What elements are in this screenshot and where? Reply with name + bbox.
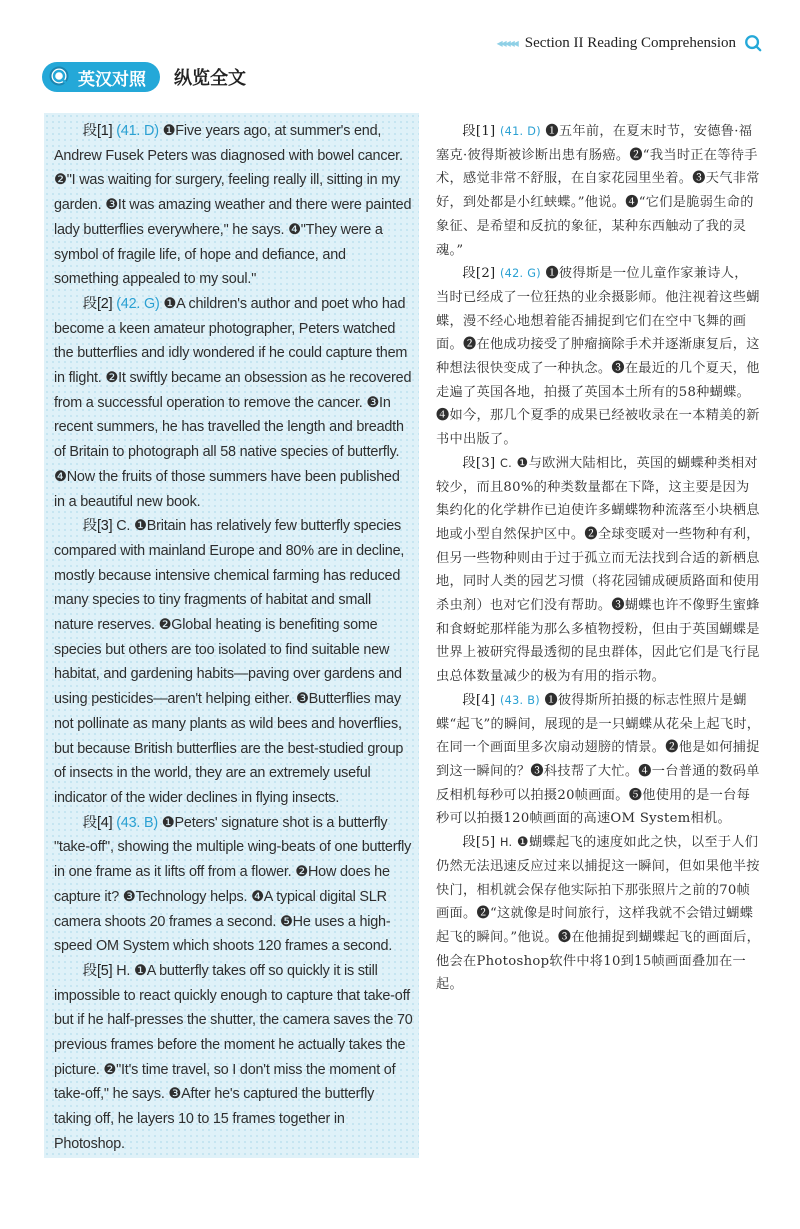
chinese-paragraph-1 xyxy=(436,120,761,262)
tag-subtitle: 纵览全文 xyxy=(174,68,246,88)
paragraph-label: 段[2] xyxy=(82,295,113,312)
magnifier-icon xyxy=(744,34,762,52)
chinese-paragraph-5 xyxy=(436,831,761,997)
english-paragraph-3 xyxy=(54,514,413,810)
paragraph-text: ❶A children's author and poet who had become a keen amateur photographer, Peters watched the butterflies and idly wondered if he could capture them in flight. ❷It swiftly became an obsession as he recovered from a successful operation to remove the cancer. ❸In recent summers, he has travelled the length and breadth of Britain to photograph all 58 native species of butterfly. ❹Now the fruits of those summers have been published in a beautiful new book. xyxy=(54,295,412,510)
english-paragraph-2 xyxy=(54,292,413,514)
answer-key: H. xyxy=(116,962,131,979)
paragraph-label: 段[3] xyxy=(462,455,496,471)
answer-key: (41. D) xyxy=(499,125,541,138)
english-paragraph-1 xyxy=(54,119,413,292)
answer-key: (42. G) xyxy=(499,267,541,281)
paragraph-text: ❶Peters' signature shot is a butterfly "take-off", showing the multiple wing-beats of one butterfly in one frame as it lifts off from a flower. ❷How does he capture it? ❸Technology helps. ❹A typical digital SLR camera shoots 20 frames a second. ❺He uses a high-speed OM System which shoots 120 frames a second. xyxy=(54,814,412,955)
paragraph-text: ❶蝴蝶起飞的速度如此之快，以至于人们仍然无法迅速反应过来以捕捉这一瞬间，但如果他半按快门，相机就会保存他实际拍下那张照片之前的70帧画面。❷“这就像是时间旅行，这样我就不会错过蝴蝶起飞的瞬间。”他说。❸在他捕捉到蝴蝶起飞的画面后，他会在Photoshop软件中将10到15帧画面叠加在一起。 xyxy=(436,835,761,993)
english-text-panel xyxy=(44,113,419,1158)
paragraph-label: 段[3] xyxy=(82,518,113,535)
chevrons-icon: ◂◂◂◂◂ xyxy=(496,35,517,50)
answer-key: H. xyxy=(499,836,513,850)
paragraph-text: ❶五年前，在夏末时节，安德鲁·福塞克·彼得斯被诊断出患有肠癌。❷“我当时正在等待手术，感觉非常不舒服，在自家花园里坐着。❸天气非常好，到处都是小红蛱蝶。”他说。❹“它们是脆弱生命的象征、是希望和反抗的象征，某种东西触动了我的灵魂。” xyxy=(436,124,760,258)
paragraph-text: ❶彼得斯所拍摄的标志性照片是蝴蝶“起飞”的瞬间，展现的是一只蝴蝶从花朵上起飞时，在同一个画面里多次扇动翅膀的情景。❷他是如何捕捉到这一瞬间的？❸科技帮了大忙。❹一台普通的数码单反相机每秒可以拍摄20帧画面。❺他使用的是一台每秒可以拍摄120帧画面的高速OM System相机。 xyxy=(436,692,761,827)
paragraph-text: ❶Britain has relatively few butterfly species compared with mainland Europe and 80% are in decline, mostly because intensive chemical farming has reduced many species to tiny fragments of habitat and small nature reserves. ❷Global heating is benefiting some species but others are too isolated to find suitable new habitat, and gardening habits—paving over gardens and using pesticides—aren't helping either. ❸Butterflies may not pollinate as many plants as wild bees and hoverflies, but because British butterflies are the best-studied group of insects in the world, they are an extremely useful indicator of the wider declines in flying insects. xyxy=(54,518,405,806)
page-header xyxy=(497,34,762,52)
tag-label: 英汉对照 xyxy=(78,69,146,89)
paragraph-label: 段[4] xyxy=(462,692,496,708)
answer-key: (42. G) xyxy=(116,295,160,312)
paragraph-label: 段[5] xyxy=(462,835,496,851)
paragraph-text: ❶Five years ago, at summer's end, Andrew Fusek Peters was diagnosed with bowel cancer. ❷"I was waiting for surgery, feeling really ill, sitting in my garden. ❸It was amazing weather and there were painted lady butterflies everywhere," he says. ❹"They were a symbol of fragile life, of hope and defiance, and something appealed to my soul." xyxy=(54,123,412,288)
paragraph-text: ❶彼得斯是一位儿童作家兼诗人，当时已经成了一位狂热的业余摄影师。他注视着这些蝴蝶，漫不经心地想着能否捕捉到它们在空中飞舞的画面。❷在他成功接受了肿瘤摘除手术并逐渐康复后，这种想法很快变成了一种执念。❸在最近的几个夏天，他走遍了英国各地，拍摄了英国本土所有的58种蝴蝶。❹如今，那几个夏季的成果已经被收录在一本精美的新书中出版了。 xyxy=(436,266,760,448)
answer-key: (43. B) xyxy=(116,814,158,831)
magnifier-badge-icon xyxy=(48,65,72,89)
chinese-paragraph-4 xyxy=(436,689,761,831)
paragraph-text: ❶与欧洲大陆相比，英国的蝴蝶种类相对较少，而且80%的种类数量都在下降，这主要是因为集约化的化学耕作已迫使许多蝴蝶物种流落至小块栖息地或小型自然保护区中。❷全球变暖对一些物种有利，但另一些物种则由于过于孤立而无法找到合适的新栖息地，同时人类的园艺习惯（将花园铺成硬质路面和使用杀虫剂）也对它们没有帮助。❸蝴蝶也许不像野生蜜蜂和食蚜蛇那样能为那么多植物授粉，但由于英国蝴蝶是世界上被研究得最透彻的昆虫群体，因此它们是飞行昆虫总体数量减少的极为有用的指示物。 xyxy=(436,455,760,685)
english-paragraph-4 xyxy=(54,811,413,959)
chinese-text-column xyxy=(436,120,761,997)
english-paragraph-5 xyxy=(54,959,413,1157)
paragraph-label: 段[2] xyxy=(462,266,496,282)
answer-key: C. xyxy=(499,456,512,470)
chinese-paragraph-2 xyxy=(436,262,761,452)
paragraph-text: ❶A butterfly takes off so quickly it is still impossible to react quickly enough to capture that take-off but if he half-presses the shutter, the camera saves the 70 previous frames before the moment he actually takes the picture. ❷"It's time travel, so I don't miss the moment of take-off," he says. ❸After he's captured the butterfly taking off, he layers 10 to 15 frames together in Photoshop. xyxy=(54,962,413,1152)
paragraph-label: 段[4] xyxy=(82,814,113,831)
paragraph-label: 段[1] xyxy=(82,123,113,139)
paragraph-label: 段[1] xyxy=(462,124,496,139)
paragraph-label: 段[5] xyxy=(82,962,113,979)
chinese-paragraph-3 xyxy=(436,452,761,689)
tag-pill xyxy=(42,62,160,92)
section-title: Section II Reading Comprehension xyxy=(524,34,736,51)
answer-key: (41. D) xyxy=(116,123,159,139)
section-tag xyxy=(42,62,246,92)
answer-key: C. xyxy=(116,518,131,535)
answer-key: (43. B) xyxy=(499,693,540,707)
